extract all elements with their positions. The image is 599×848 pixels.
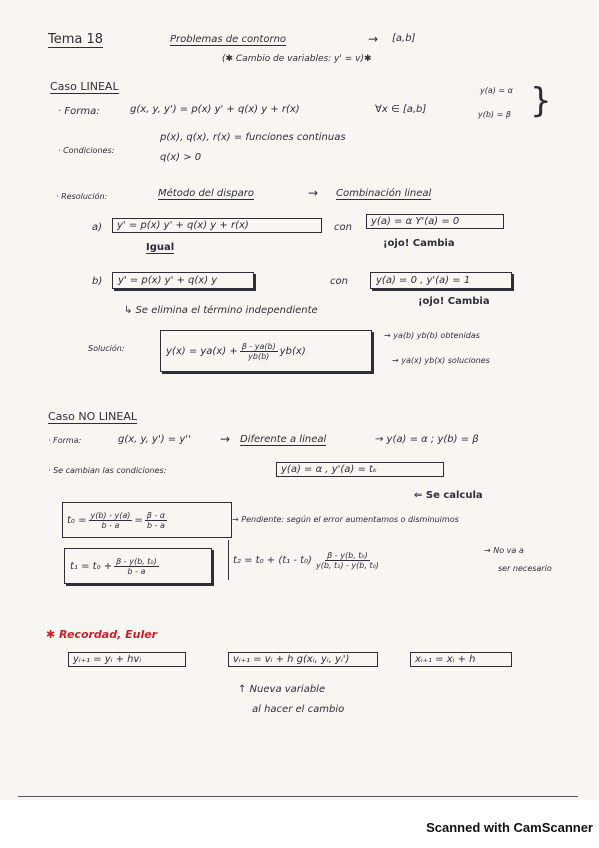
solucion-lhs: y(x) = ya(x) + xyxy=(166,345,238,357)
t0-equals: = xyxy=(134,514,143,526)
condicion-1: p(x), q(x), r(x) = funciones continuas xyxy=(160,132,346,143)
no-lineal-forma-equation: g(x, y, y') = y'' xyxy=(118,434,191,445)
cambio-nota: (✱ Cambio de variables: y' = v)✱ xyxy=(222,54,372,64)
bc-beta: y(b) = β xyxy=(478,110,511,119)
case-b-con: con xyxy=(330,276,348,287)
t0-fraction-2 xyxy=(145,511,167,530)
no-lineal-forma-label: · Forma: xyxy=(48,436,82,445)
solucion-rhs: yb(x) xyxy=(279,345,306,357)
elimina-nota: ↳ Se elimina el término independiente xyxy=(124,305,318,316)
recordad-euler-title: ✱ Recordad, Euler xyxy=(46,628,158,641)
header-arrow: → xyxy=(368,32,379,46)
t1-lhs: t₁ = t₀ + xyxy=(70,560,113,572)
scanner-footer xyxy=(0,800,599,848)
t0-frac1-num: y(b) - y(a) xyxy=(90,510,131,520)
solucion-formula xyxy=(160,330,372,372)
forma-equation: g(x, y, y') = p(x) y' + q(x) y + r(x) xyxy=(130,104,300,115)
t2-den: y(b, t₁) - y(b, t₀) xyxy=(315,560,379,570)
forma-label: · Forma: xyxy=(58,106,100,117)
t1-den: b - a xyxy=(127,566,146,576)
problemas-heading: Problemas de contorno xyxy=(170,34,287,45)
t2-num: β - y(b, t₀) xyxy=(327,550,368,560)
t2-fraction xyxy=(314,551,381,570)
bc-brace: } xyxy=(530,81,552,121)
case-b-conditions: y(a) = 0 , y'(a) = 1 xyxy=(370,272,512,289)
se-calcula: ⇐ Se calcula xyxy=(414,490,483,501)
forma-dominio: ∀x ∈ [a,b] xyxy=(375,104,427,115)
combinacion-lineal: Combinación lineal xyxy=(336,188,432,199)
euler-eq-x: xᵢ₊₁ = xᵢ + h xyxy=(410,652,512,667)
caso-lineal-title: Caso LINEAL xyxy=(50,80,119,93)
no-lineal-arrow: → xyxy=(220,432,231,446)
t0-frac2-num: β - α xyxy=(146,510,166,520)
t0-fraction-1 xyxy=(89,511,133,530)
solucion-fraction xyxy=(240,342,278,361)
condiciones-label: · Condiciones: xyxy=(58,146,115,155)
resolucion-arrow: → xyxy=(308,186,319,200)
t0-frac2-den: b - a xyxy=(147,520,165,530)
page-edge-line xyxy=(18,796,578,797)
case-b-equation: y' = p(x) y' + q(x) y xyxy=(112,272,254,289)
al-hacer-cambio-nota: al hacer el cambio xyxy=(252,704,345,715)
t0-lhs: t₀ = xyxy=(67,514,87,526)
solucion-numerator: β - ya(b) xyxy=(241,341,276,351)
euler-eq-v: vᵢ₊₁ = vᵢ + h g(xᵢ, yᵢ, yᵢ') xyxy=(228,652,378,667)
tema-title: Tema 18 xyxy=(48,32,104,47)
metodo-disparo: Método del disparo xyxy=(158,188,254,199)
t1-formula xyxy=(64,548,212,584)
case-a-conditions: y(a) = α Y'(a) = 0 xyxy=(366,214,504,229)
resolucion-label: · Resolución: xyxy=(56,192,108,201)
soluciones-nota: → ya(x) yb(x) soluciones xyxy=(392,356,490,365)
ser-necesario-nota: ser necesario xyxy=(498,564,552,573)
ojo-cambia-b: ¡ojo! Cambia xyxy=(418,296,490,307)
condicion-2: q(x) > 0 xyxy=(160,152,202,163)
t1-num: β - y(b, t₀) xyxy=(116,556,157,566)
t2-formula xyxy=(228,540,383,580)
cambian-conditions: y(a) = α , y'(a) = tₖ xyxy=(276,462,444,477)
case-a-label: a) xyxy=(92,222,103,233)
pendiente-nota: → Pendiente: según el error aumentamos o disminuimos xyxy=(232,515,459,524)
case-a-equation: y' = p(x) y' + q(x) y + r(x) xyxy=(112,218,322,233)
euler-eq-y: yᵢ₊₁ = yᵢ + hvᵢ xyxy=(68,652,186,667)
camscanner-watermark: Scanned with CamScanner xyxy=(426,820,593,835)
diferente-lineal: Diferente a lineal xyxy=(240,434,327,445)
t2-lhs: t₂ = t₀ + (t₁ - t₀) xyxy=(233,554,312,566)
t0-formula xyxy=(62,502,232,538)
t0-frac1-den: b - a xyxy=(101,520,120,530)
nueva-variable-nota: ↑ Nueva variable xyxy=(238,684,326,695)
intervalo: [a,b] xyxy=(392,33,416,44)
bc-alpha: y(a) = α xyxy=(480,86,513,95)
obtenidas-nota: → ya(b) yb(b) obtenidas xyxy=(384,331,480,340)
t1-fraction xyxy=(114,557,159,576)
caso-no-lineal-title: Caso NO LINEAL xyxy=(48,410,137,423)
cambian-label: · Se cambian las condiciones: xyxy=(48,466,167,475)
no-lineal-bc: → y(a) = α ; y(b) = β xyxy=(375,434,479,445)
igual-note: Igual xyxy=(146,242,175,253)
solucion-label: Solución: xyxy=(88,344,125,353)
ojo-cambia-a: ¡ojo! Cambia xyxy=(383,238,455,249)
solucion-denominator: yb(b) xyxy=(248,351,270,361)
case-b-label: b) xyxy=(92,276,103,287)
no-va-nota: → No va a xyxy=(484,546,524,555)
case-a-con: con xyxy=(334,222,352,233)
